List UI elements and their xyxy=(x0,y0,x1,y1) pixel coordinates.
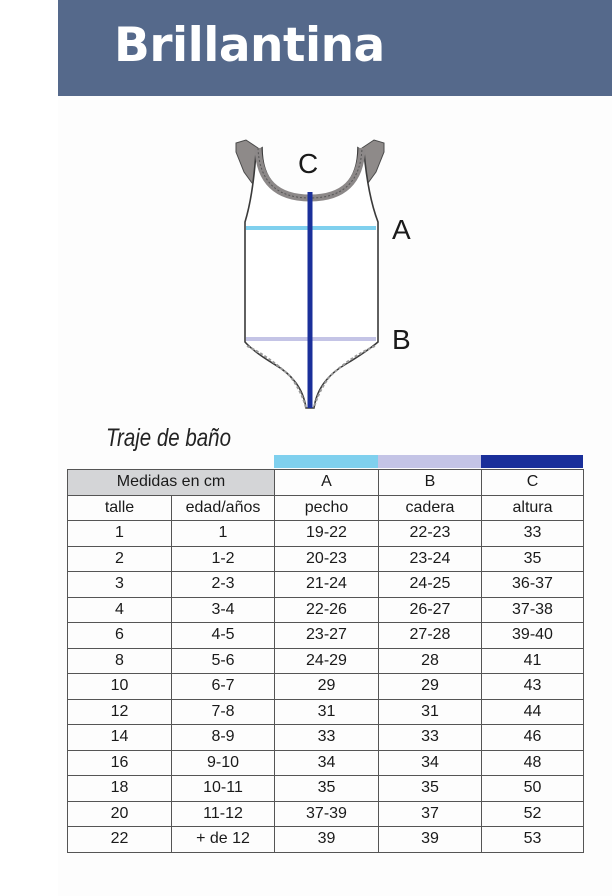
pecho-cell: 39 xyxy=(275,827,379,853)
label-b: B xyxy=(392,324,411,355)
table-row xyxy=(68,776,584,802)
edad-cell: + de 12 xyxy=(172,827,275,853)
letter-c: C xyxy=(482,470,584,496)
edad-cell: 10-11 xyxy=(172,776,275,802)
altura-cell: 46 xyxy=(482,725,584,751)
header-pecho: pecho xyxy=(275,495,379,521)
altura-cell: 44 xyxy=(482,699,584,725)
edad-cell: 3-4 xyxy=(172,597,275,623)
pecho-cell: 33 xyxy=(275,725,379,751)
talle-cell: 3 xyxy=(68,572,172,598)
header-row xyxy=(68,495,584,521)
edad-cell: 4-5 xyxy=(172,623,275,649)
letter-row xyxy=(68,470,584,496)
talle-cell: 18 xyxy=(68,776,172,802)
cadera-cell: 26-27 xyxy=(379,597,482,623)
pecho-cell: 34 xyxy=(275,750,379,776)
talle-cell: 20 xyxy=(68,801,172,827)
talle-cell: 8 xyxy=(68,648,172,674)
table-row xyxy=(68,674,584,700)
talle-cell: 10 xyxy=(68,674,172,700)
cadera-cell: 23-24 xyxy=(379,546,482,572)
altura-cell: 36-37 xyxy=(482,572,584,598)
pecho-cell: 31 xyxy=(275,699,379,725)
pecho-cell: 22-26 xyxy=(275,597,379,623)
table-row xyxy=(68,801,584,827)
edad-cell: 1 xyxy=(172,521,275,547)
pecho-cell: 23-27 xyxy=(275,623,379,649)
altura-cell: 52 xyxy=(482,801,584,827)
header-altura: altura xyxy=(482,495,584,521)
pecho-cell: 29 xyxy=(275,674,379,700)
pecho-cell: 21-24 xyxy=(275,572,379,598)
swatch-c xyxy=(481,455,583,468)
swimsuit-diagram xyxy=(0,0,612,420)
edad-cell: 9-10 xyxy=(172,750,275,776)
swatch-b xyxy=(378,455,481,468)
table-row xyxy=(68,648,584,674)
cadera-cell: 22-23 xyxy=(379,521,482,547)
altura-cell: 37-38 xyxy=(482,597,584,623)
talle-cell: 2 xyxy=(68,546,172,572)
talle-cell: 1 xyxy=(68,521,172,547)
talle-cell: 12 xyxy=(68,699,172,725)
cadera-cell: 34 xyxy=(379,750,482,776)
altura-cell: 35 xyxy=(482,546,584,572)
label-a: A xyxy=(392,214,411,245)
talle-cell: 22 xyxy=(68,827,172,853)
edad-cell: 2-3 xyxy=(172,572,275,598)
altura-cell: 53 xyxy=(482,827,584,853)
table-row xyxy=(68,546,584,572)
talle-cell: 6 xyxy=(68,623,172,649)
swatch-a xyxy=(274,455,378,468)
talle-cell: 16 xyxy=(68,750,172,776)
talle-cell: 4 xyxy=(68,597,172,623)
pecho-cell: 19-22 xyxy=(275,521,379,547)
table-row xyxy=(68,699,584,725)
cadera-cell: 29 xyxy=(379,674,482,700)
talle-cell: 14 xyxy=(68,725,172,751)
header-edad: edad/años xyxy=(172,495,275,521)
altura-cell: 33 xyxy=(482,521,584,547)
edad-cell: 11-12 xyxy=(172,801,275,827)
edad-cell: 6-7 xyxy=(172,674,275,700)
letter-b: B xyxy=(379,470,482,496)
cadera-cell: 35 xyxy=(379,776,482,802)
table-row xyxy=(68,623,584,649)
cadera-cell: 24-25 xyxy=(379,572,482,598)
edad-cell: 8-9 xyxy=(172,725,275,751)
cadera-cell: 33 xyxy=(379,725,482,751)
table-row xyxy=(68,750,584,776)
table-row xyxy=(68,597,584,623)
altura-cell: 48 xyxy=(482,750,584,776)
altura-cell: 43 xyxy=(482,674,584,700)
altura-cell: 41 xyxy=(482,648,584,674)
altura-cell: 50 xyxy=(482,776,584,802)
edad-cell: 5-6 xyxy=(172,648,275,674)
cadera-cell: 37 xyxy=(379,801,482,827)
cadera-cell: 39 xyxy=(379,827,482,853)
altura-cell: 39-40 xyxy=(482,623,584,649)
product-title: Traje de baño xyxy=(106,424,231,452)
table-row xyxy=(68,725,584,751)
table-row xyxy=(68,572,584,598)
header-cadera: cadera xyxy=(379,495,482,521)
edad-cell: 7-8 xyxy=(172,699,275,725)
cadera-cell: 27-28 xyxy=(379,623,482,649)
letter-a: A xyxy=(275,470,379,496)
cadera-cell: 31 xyxy=(379,699,482,725)
header-talle: talle xyxy=(68,495,172,521)
table-row xyxy=(68,827,584,853)
size-table xyxy=(67,469,584,853)
units-label: Medidas en cm xyxy=(68,470,275,496)
table-row xyxy=(68,521,584,547)
edad-cell: 1-2 xyxy=(172,546,275,572)
pecho-cell: 20-23 xyxy=(275,546,379,572)
pecho-cell: 24-29 xyxy=(275,648,379,674)
label-c: C xyxy=(298,148,319,179)
pecho-cell: 35 xyxy=(275,776,379,802)
brand-logo: Brillantina xyxy=(114,18,385,73)
pecho-cell: 37-39 xyxy=(275,801,379,827)
cadera-cell: 28 xyxy=(379,648,482,674)
